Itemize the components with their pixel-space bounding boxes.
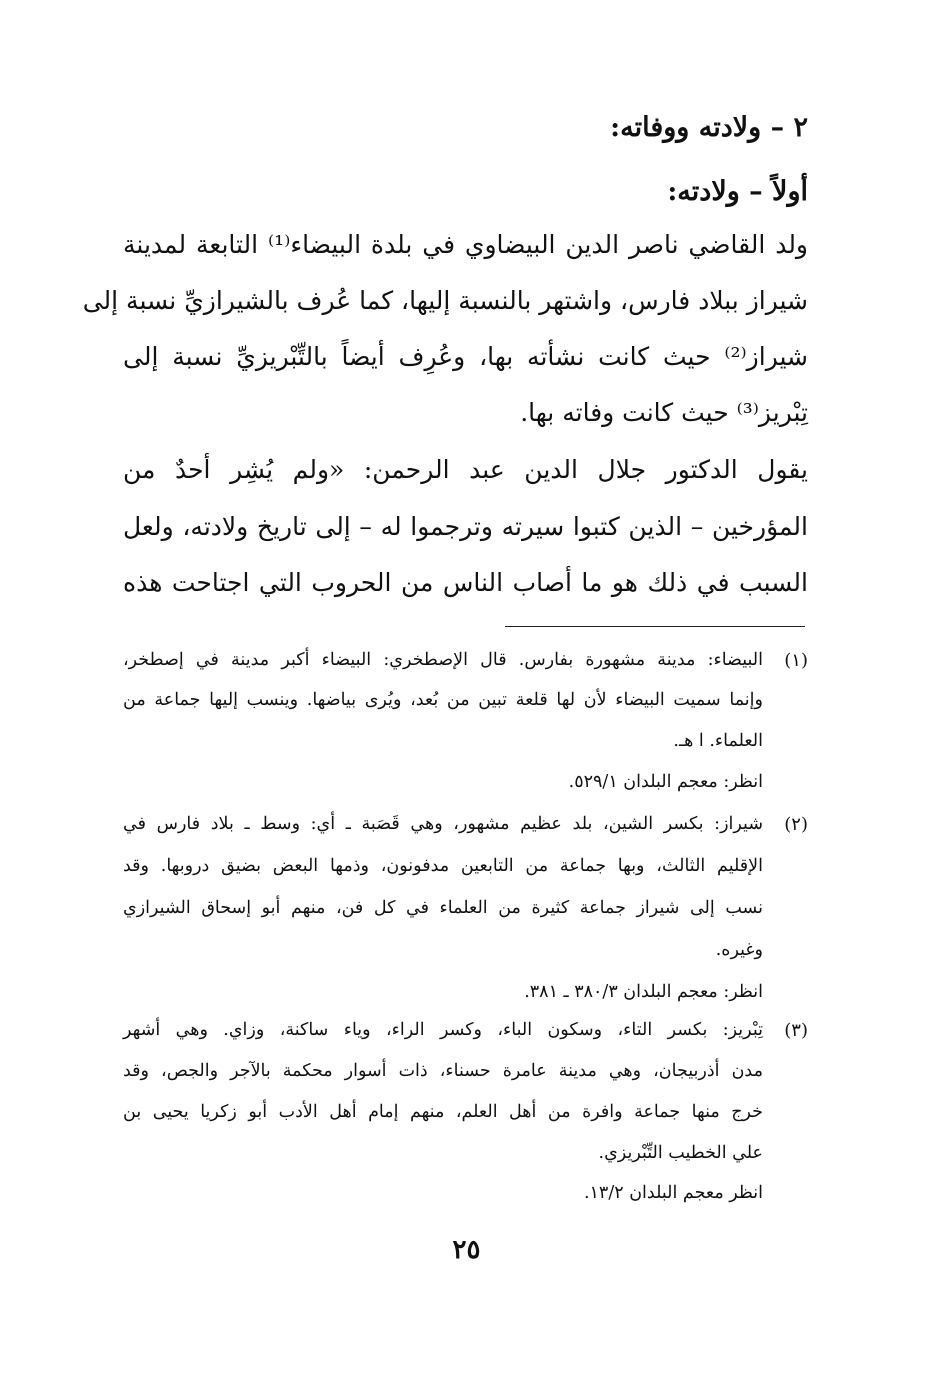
paragraph-1-line: تِبْريز⁽³⁾ حيث كانت وفاته بها. [520,398,808,427]
footnote-line: وغيره. [715,940,763,960]
footnote-line: شيراز: بكسر الشين، بلد عظيم مشهور، وهي قَصَبة ـ أي: وسط ـ بلاد فارس في [123,814,763,834]
footnote-separator [505,626,805,627]
section-heading: ٢ – ولادته ووفاته: [610,112,808,143]
footnote-line: علي الخطيب التِّبْريزي. [598,1143,763,1163]
footnote-line: الإقليم الثالث، وبها جماعة من التابعين مدفونون، وذمها البعض بضيق دروبها. وقد [123,856,763,876]
footnote-line: وإنما سميت البيضاء لأن لها قلعة تبين من بُعد، ويُرى بياضها. وينسب إليها جماعة من [123,690,763,710]
footnote-number: (٢) [784,814,808,835]
footnote-line: انظر معجم البلدان ١٣/٢. [583,1183,763,1203]
footnote-line: انظر: معجم البلدان ٥٢٩/١. [568,772,763,792]
paragraph-1-line: ولد القاضي ناصر الدين البيضاوي في بلدة البيضاء⁽¹⁾ التابعة لمدينة [123,230,809,259]
paragraph-2-line: المؤرخين – الذين كتبوا سيرته وترجموا له – إلى تاريخ ولادته، ولعل [123,512,808,541]
footnote-line: انظر: معجم البلدان ٣٨٠/٣ ـ ٣٨١. [524,982,763,1002]
paragraph-2-line: السبب في ذلك هو ما أصاب الناس من الحروب التي اجتاحت هذه [123,568,808,597]
footnote-number: (٣) [784,1020,808,1041]
footnote-line: نسب إلى شيراز جماعة كثيرة من العلماء في كل فن، منهم أبو إسحاق الشيرازي [123,898,763,918]
paragraph-1-line: شيراز⁽²⁾ حيث كانت نشأته بها، وعُرِف أيضاً بالتِّبْريزيِّ نسبة إلى [123,342,808,371]
footnote-number: (١) [784,650,808,671]
footnote-line: خرج منها جماعة وافرة من أهل العلم، منهم إمام أهل الأدب أبو زكريا يحيى بن [123,1102,763,1122]
footnote-line: العلماء. ا هـ. [673,731,763,751]
paragraph-2-line: يقول الدكتور جلال الدين عبد الرحمن: «ولم يُشِر أحدٌ من [123,455,808,484]
page-number: ٢٥ [452,1235,481,1265]
paragraph-1-line: شيراز ببلاد فارس، واشتهر بالنسبة إليها، كما عُرف بالشيرازيِّ نسبة إلى [82,286,808,315]
footnote-line: مدن أذربيجان، وهي مدينة عامرة حسناء، ذات أسوار محكمة بالآجر والجص، وقد [123,1061,763,1081]
subsection-heading: أولاً – ولادته: [667,176,808,207]
footnote-line: البيضاء: مدينة مشهورة بفارس. قال الإصطخري: البيضاء أكبر مدينة في إصطخر، [123,650,763,670]
footnote-line: تِبْريز: بكسر التاء، وسكون الباء، وكسر الراء، وياء ساكنة، وزاي. وهي أشهر [123,1020,763,1040]
